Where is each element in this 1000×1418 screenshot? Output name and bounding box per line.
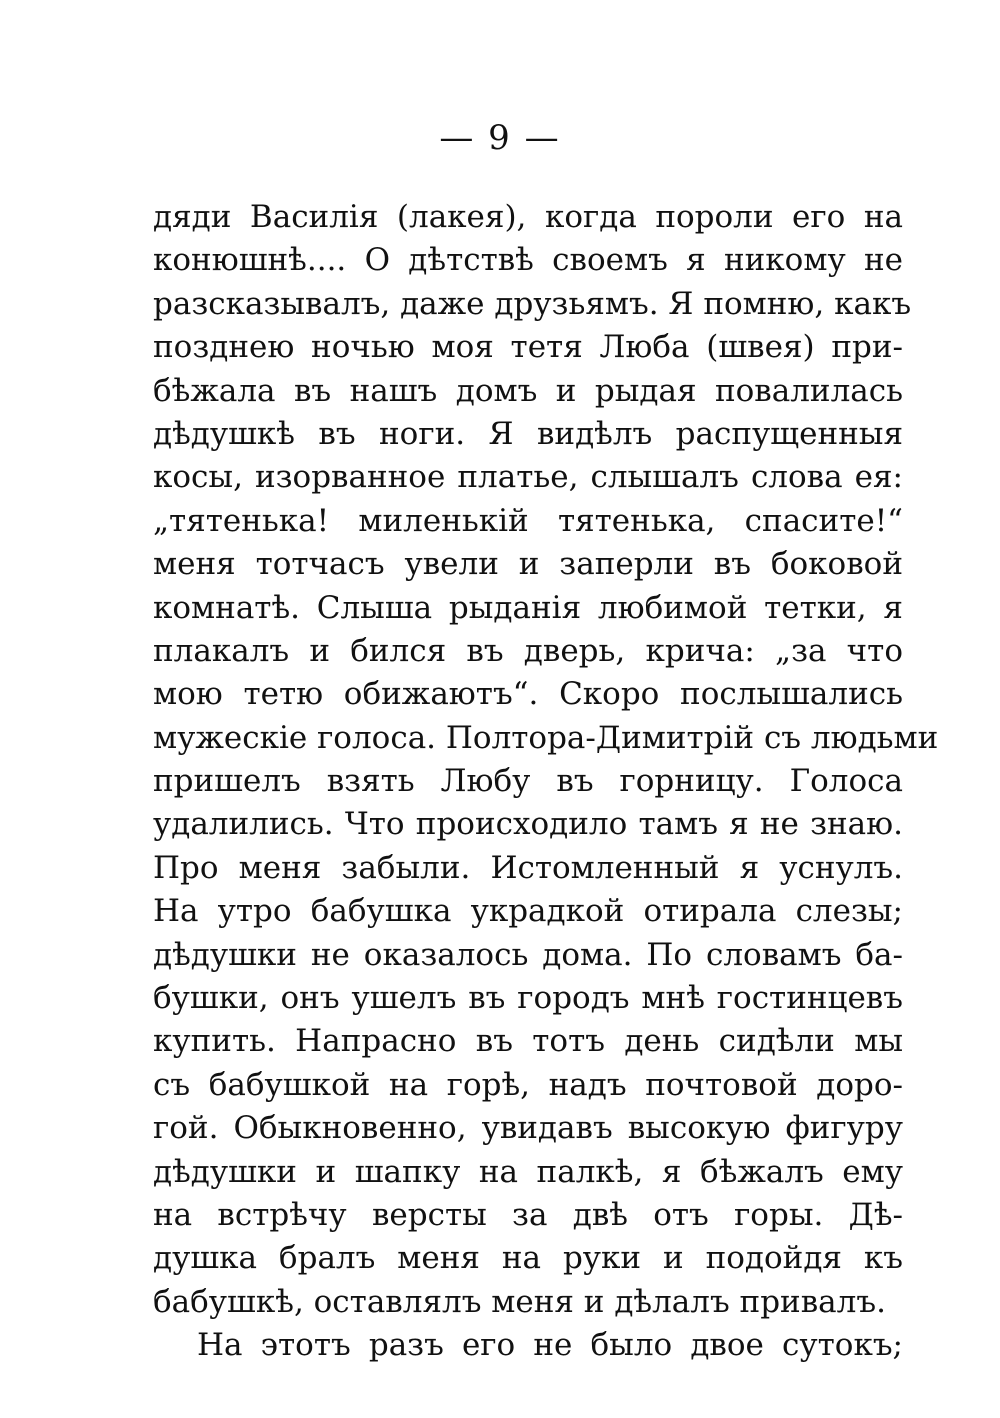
- text-line: Про меня забыли. Истомленный я уснулъ.: [153, 849, 903, 886]
- page-number: — 9 —: [439, 118, 561, 158]
- text-line: съ бабушкой на горѣ, надъ почтовой доро-: [153, 1066, 903, 1103]
- text-line: пришелъ взять Любу въ горницу. Голоса: [153, 763, 903, 800]
- text-line: позднею ночью моя тетя Люба (швея) при-: [153, 329, 903, 366]
- text-line: дѣдушки и шапку на палкѣ, я бѣжалъ ему: [153, 1153, 903, 1190]
- text-line: разсказывалъ, даже друзьямъ. Я помню, какъ: [153, 285, 912, 322]
- text-line: гой. Обыкновенно, увидавъ высокую фигуру: [153, 1110, 903, 1147]
- text-line: косы, изорванное платье, слышалъ слова ея:: [153, 459, 903, 496]
- text-line: бѣжала въ нашъ домъ и рыдая повалилась: [153, 372, 903, 409]
- text-line: удалились. Что происходило тамъ я не знаю.: [153, 806, 903, 843]
- text-line: бушки, онъ ушелъ въ городъ мнѣ гостинцевъ: [153, 980, 903, 1017]
- body-text: [153, 196, 939, 1368]
- text-line: На утро бабушка украдкой отирала слезы;: [153, 893, 903, 930]
- text-line: дѣдушкѣ въ ноги. Я видѣлъ распущенныя: [153, 415, 903, 452]
- text-line: дѣдушки не оказалось дома. По словамъ ба-: [153, 936, 903, 973]
- text-line: конюшнѣ.... О дѣтствѣ своемъ я никому не: [153, 242, 903, 279]
- text-line: „тятенька! миленькій тятенька, спасите!“: [153, 502, 903, 539]
- text-line: мужескіе голоса. Полтора-Димитрій съ людьми: [153, 719, 939, 756]
- paragraph-end-line: бабушкѣ, оставлялъ меня и дѣлалъ привалъ.: [153, 1283, 886, 1320]
- text-line: плакалъ и бился въ дверь, крича: „за что: [153, 632, 903, 669]
- text-line: душка бралъ меня на руки и подойдя къ: [153, 1240, 903, 1277]
- paragraph-start-line: На этотъ разъ его не было двое сутокъ;: [197, 1327, 903, 1364]
- text-line: дяди Василія (лакея), когда пороли его на: [153, 199, 903, 235]
- text-line: на встрѣчу версты за двѣ отъ горы. Дѣ-: [153, 1196, 903, 1233]
- text-line: мою тетю обижаютъ“. Скоро послышались: [153, 676, 903, 713]
- text-line: меня тотчасъ увели и заперли въ боковой: [153, 546, 903, 583]
- text-line: комнатѣ. Слыша рыданія любимой тетки, я: [153, 589, 903, 626]
- text-line: купить. Напрасно въ тотъ день сидѣли мы: [153, 1023, 903, 1060]
